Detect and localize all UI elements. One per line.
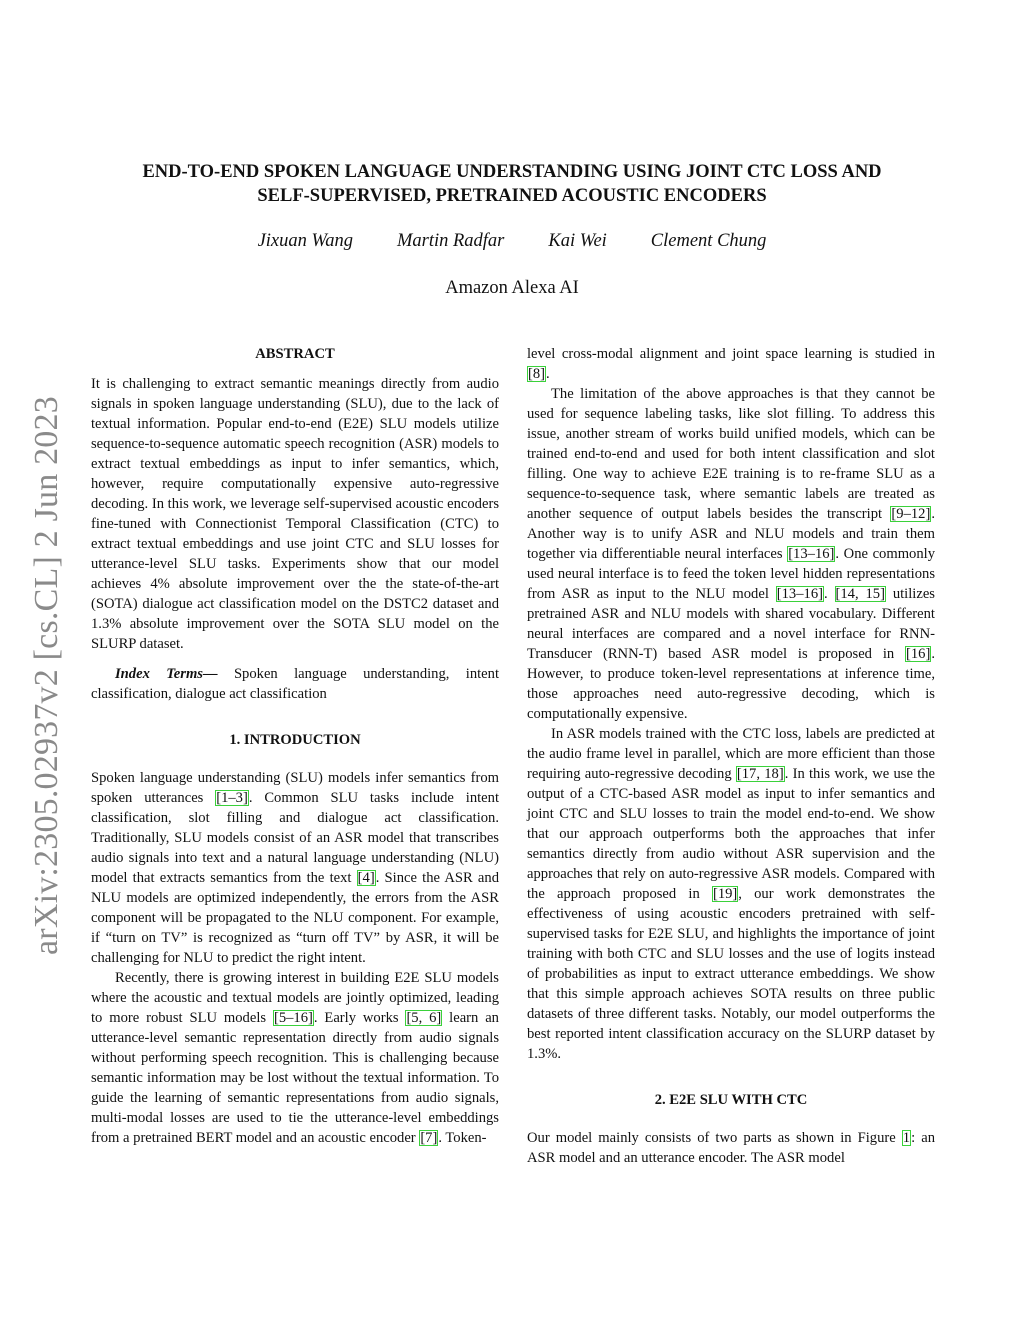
arxiv-identifier: arXiv:2305.02937v2 [cs.CL] 2 Jun 2023 xyxy=(28,396,65,955)
affiliation: Amazon Alexa AI xyxy=(445,278,579,298)
author-name: Jixuan Wang xyxy=(257,231,353,251)
intro-paragraph-2-continued xyxy=(527,344,935,384)
section-2-paragraph-1 xyxy=(527,1128,935,1168)
text-run: . xyxy=(823,586,835,602)
citation-link[interactable]: [13–16] xyxy=(788,546,835,562)
citation-link[interactable]: [8] xyxy=(528,366,546,382)
citation-link[interactable]: [9–12] xyxy=(891,506,931,522)
section-2-heading: 2. E2E SLU WITH CTC xyxy=(654,1092,808,1108)
text-run: . Common SLU tasks include intent classification, slot filling and dialogue act classification. Traditionally, SLU models consist of an ASR model that transcribes audio signals into text and a natural language understanding (NLU) model that extracts semantics from the text xyxy=(91,790,499,886)
text-run: . However, to produce token-level representations at inference time, those approaches need auto-regressive decoding, which is computationally expensive. xyxy=(527,646,935,722)
intro-paragraph-2 xyxy=(91,968,499,1148)
title-line-2: SELF-SUPERVISED, PRETRAINED ACOUSTIC ENCODERS xyxy=(257,186,767,206)
text-run: . Token- xyxy=(438,1130,487,1146)
text-run: level cross-modal alignment and joint space learning is studied in xyxy=(527,346,935,362)
text-run: . Another way is to unify ASR and NLU models and train them together via differentiable neural interfaces xyxy=(527,506,935,562)
author-list xyxy=(90,231,934,252)
index-terms-label: Index Terms— xyxy=(115,666,218,682)
text-run: In ASR models trained with the CTC loss, labels are predicted at the audio frame level in parallel, which are more efficient than those requiring auto-regressive decoding xyxy=(527,726,935,782)
text-run: Our model mainly consists of two parts as shown in Figure xyxy=(527,1130,902,1146)
abstract-heading: ABSTRACT xyxy=(255,346,335,362)
intro-paragraph-3 xyxy=(527,384,935,724)
citation-link[interactable]: [19] xyxy=(712,886,738,902)
citation-link[interactable]: [1–3] xyxy=(216,790,248,806)
author-name: Kai Wei xyxy=(548,231,607,251)
citation-link[interactable]: [14, 15] xyxy=(835,586,885,602)
citation-link[interactable]: [7] xyxy=(420,1130,438,1146)
figure-link[interactable]: 1 xyxy=(902,1130,911,1146)
text-run: learn an utterance-level semantic representation directly from audio signals without performing speech recognition. This is challenging because semantic information may be lost without the textual information. To guide the learning of semantic representations from audio signals, multi-modal losses are used to tie the utterance-level embeddings from a pretrained BERT model and an acoustic encoder xyxy=(91,1010,499,1146)
paper-title xyxy=(90,160,934,208)
index-terms xyxy=(91,664,499,704)
text-run: . Early works xyxy=(313,1010,406,1026)
text-run: . One commonly used neural interface is to feed the token level hidden representations from ASR as input to the NLU model xyxy=(527,546,935,602)
citation-link[interactable]: [4] xyxy=(357,870,375,886)
citation-link[interactable]: [13–16] xyxy=(776,586,823,602)
text-run: . Since the ASR and NLU models are optimized independently, the errors from the ASR component will be propagated to the NLU component. For example, if “turn on TV” is recognized as “turn off TV” by ASR, it will be challenging for NLU to predict the right intent. xyxy=(91,870,499,966)
text-run: The limitation of the above approaches is that they cannot be used for sequence labeling tasks, like slot filling. To address this issue, another stream of works build unified models, which can be trained end-to-end and used for both intent classification and slot filling. One way to achieve E2E training is to re-frame SLU as a sequence-to-sequence task, where semantic labels are treated as another sequence of output labels besides the transcript xyxy=(527,386,935,522)
intro-paragraph-4 xyxy=(527,724,935,1064)
text-run: . In this work, we use the output of a CTC-based ASR model as input to infer semantics and joint CTC and SLU losses to train the model end-to-end. We show that our approach outperforms both the approaches that infer semantics directly from audio without ASR supervision and the approaches that rely on auto-regressive ASR models. Compared with the approach proposed in xyxy=(527,766,935,902)
citation-link[interactable]: [5, 6] xyxy=(406,1010,442,1026)
citation-link[interactable]: [5–16] xyxy=(273,1010,313,1026)
left-column xyxy=(91,344,499,1148)
author-name: Martin Radfar xyxy=(396,231,505,251)
text-run: utilizes pretrained ASR and NLU models with shared vocabulary. Different neural interfaces are compared and a novel interface for RNN-Transducer (RNN-T) based ASR model is proposed in xyxy=(527,586,935,662)
text-run: Recently, there is growing interest in building E2E SLU models where the acoustic and textual models are jointly optimized, leading to more robust SLU models xyxy=(91,970,499,1026)
intro-paragraph-1 xyxy=(91,768,499,968)
citation-link[interactable]: [17, 18] xyxy=(736,766,784,782)
abstract-text: It is challenging to extract semantic meanings directly from audio signals in spoken language understanding (SLU), due to the lack of textual information. Popular end-to-end (E2E) SLU models utilize sequence-to-sequence automatic speech recognition (ASR) models to extract textual embeddings as input to infer semantics, which, however, require computationally expensive auto-regressive decoding. In this work, we leverage self-supervised acoustic encoders fine-tuned with Connectionist Temporal Classification (CTC) to extract textual embeddings and use joint CTC and SLU losses for utterance-level SLU tasks. Experiments show that our model achieves 4% absolute improvement over the the state-of-the-art (SOTA) dialogue act classification model on the DSTC2 dataset and 1.3% absolute improvement over the SOTA SLU model on the SLURP dataset. xyxy=(91,376,499,652)
text-run: : an ASR model and an utterance encoder. The ASR model xyxy=(527,1130,935,1166)
text-run: , our work demonstrates the effectiveness of using acoustic encoders pretrained with self-supervised tasks for E2E SLU, and highlights the importance of joint training with both CTC and SLU losses and the use of logits instead of probabilities as input to extract utterance embeddings. We show that this simple approach achieves SOTA results on three public datasets of three different tasks. Notably, our model outperforms the best reported intent classification accuracy on the SLURP dataset by 1.3%. xyxy=(527,886,935,1062)
index-terms-text: Spoken language understanding, intent classification, dialogue act classification xyxy=(91,666,500,702)
text-run: Spoken language understanding (SLU) models infer semantics from spoken utterances xyxy=(91,770,499,806)
author-name: Clement Chung xyxy=(650,231,767,251)
introduction-heading: 1. INTRODUCTION xyxy=(229,732,361,748)
citation-link[interactable]: [16] xyxy=(906,646,931,662)
title-line-1: END-TO-END SPOKEN LANGUAGE UNDERSTANDING USING JOINT CTC LOSS AND xyxy=(142,162,882,182)
right-column xyxy=(527,344,935,1168)
text-run: . xyxy=(546,366,550,382)
